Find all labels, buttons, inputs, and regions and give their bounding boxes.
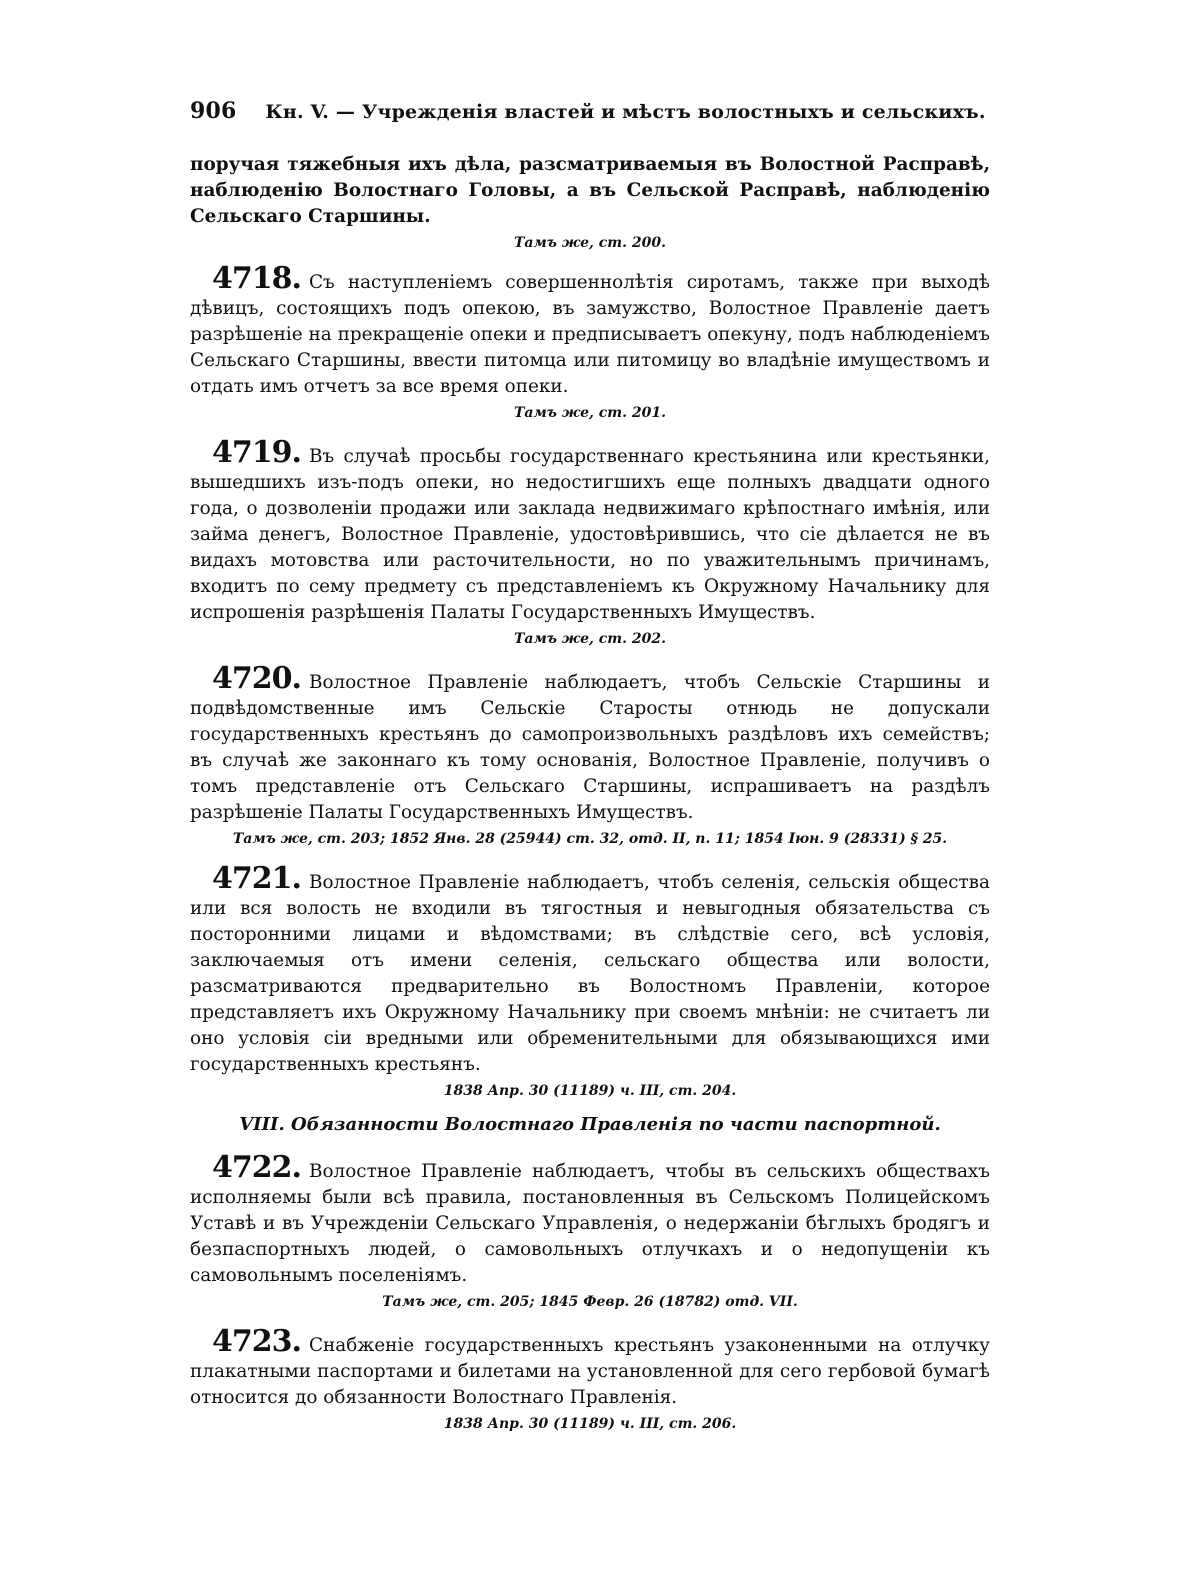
article-4719: [190, 435, 990, 648]
article-number: 4720.: [212, 661, 301, 696]
article-number: 4722.: [212, 1150, 301, 1185]
article-number: 4721.: [212, 861, 301, 896]
running-title: Кн. V. — Учрежденія властей и мѣстъ волостныхъ и сельскихъ.: [265, 101, 986, 123]
article-4723: [190, 1324, 990, 1433]
article-citation: Тамъ же, ст. 202.: [514, 631, 666, 647]
article-4721: [190, 861, 990, 1100]
lead-paragraph: поручая тяжебныя ихъ дѣла, разсматриваемыя въ Волостной Расправѣ, наблюденію Волостнаго Головы, а въ Сельской Расправѣ, наблюденію Сельскаго Старшины.: [190, 154, 990, 227]
article-citation: 1838 Апр. 30 (11189) ч. III, ст. 204.: [443, 1083, 737, 1099]
page-number: 906: [190, 98, 237, 124]
article-number: 4719.: [212, 435, 301, 470]
page-body: [190, 152, 990, 1447]
article-text: Въ случаѣ просьбы государственнаго крестьянина или крестьянки, вышедшихъ изъ-подъ опеки, но недостигшихъ еще полныхъ двадцати одного года, о дозволеніи продажи или заклада недвижимаго крѣпостнаго имѣнія, или займа денегъ, Волостное Правленіе, удостовѣрившись, что сіе дѣлается не въ видахъ мотовства или расточительности, но по уважительнымъ причинамъ, входитъ по сему предмету съ представленіемъ къ Окружному Начальнику для испрошенія разрѣшенія Палаты Государственныхъ Имуществъ.: [190, 446, 990, 623]
article-citation: Тамъ же, ст. 201.: [514, 405, 666, 421]
lead-citation: Тамъ же, ст. 200.: [514, 235, 666, 251]
article-text: Снабженіе государственныхъ крестьянъ узаконенными на отлучку плакатными паспортами и билетами на установленной для сего гербовой бумагѣ относится до обязанности Волостнаго Правленія.: [190, 1335, 990, 1408]
running-header: [190, 98, 990, 124]
article-text: Волостное Правленіе наблюдаетъ, чтобъ Сельскіе Старшины и подвѣдомственные имъ Сельскіе Старосты отнюдь не допускали государственныхъ крестьянъ до самопроизвольныхъ раздѣловъ ихъ семействъ; въ случаѣ же законнаго къ тому основанія, Волостное Правленіе, получивъ о томъ представленіе отъ Сельскаго Старшины, испрашиваетъ на раздѣлъ разрѣшеніе Палаты Государственныхъ Имуществъ.: [190, 672, 990, 823]
article-number: 4718.: [212, 261, 301, 296]
article-citation: Тамъ же, ст. 203; 1852 Янв. 28 (25944) ст. 32, отд. II, п. 11; 1854 Іюн. 9 (28331) § 25.: [232, 831, 948, 847]
article-text: Волостное Правленіе наблюдаетъ, чтобы въ сельскихъ обществахъ исполняемы были всѣ правила, постановленныя въ Сельскомъ Полицейскомъ Уставѣ и въ Учрежденіи Сельскаго Управленія, о недержаніи бѣглыхъ бродягъ и безпаспортныхъ людей, о самовольныхъ отлучкахъ и о недопущеніи къ самовольнымъ поселеніямъ.: [190, 1161, 990, 1286]
article-text: Волостное Правленіе наблюдаетъ, чтобъ селенія, сельскія общества или вся волость не входили въ тягостныя и невыгодныя обязательства съ посторонними лицами и вѣдомствами; въ слѣдствіе сего, всѣ условія, заключаемыя отъ имени селенія, сельскаго общества или волости, разсматриваются предварительно въ Волостномъ Правленіи, которое представляетъ ихъ Окружному Начальнику при своемъ мнѣніи: не считаетъ ли оно условія сіи вредными или обременительными для обязывающихся ими государственныхъ крестьянъ.: [190, 872, 990, 1075]
section-heading: VIII. Обязанности Волостнаго Правленія по части паспортной.: [239, 1114, 941, 1135]
article-4720: [190, 661, 990, 848]
article-4722: [190, 1150, 990, 1311]
article-citation: Тамъ же, ст. 205; 1845 Февр. 26 (18782) отд. VII.: [382, 1294, 798, 1310]
article-4718: [190, 261, 990, 422]
article-text: Съ наступленіемъ совершеннолѣтія сиротамъ, также при выходѣ дѣвицъ, состоящихъ подъ опекою, въ замужство, Волостное Правленіе даетъ разрѣшеніе на прекращеніе опеки и предписываетъ опекуну, подъ наблюденіемъ Сельскаго Старшины, ввести питомца или питомицу во владѣніе имуществомъ и отдать имъ отчетъ за все время опеки.: [190, 272, 990, 397]
article-citation: 1838 Апр. 30 (11189) ч. III, ст. 206.: [443, 1416, 737, 1432]
article-number: 4723.: [212, 1324, 301, 1359]
